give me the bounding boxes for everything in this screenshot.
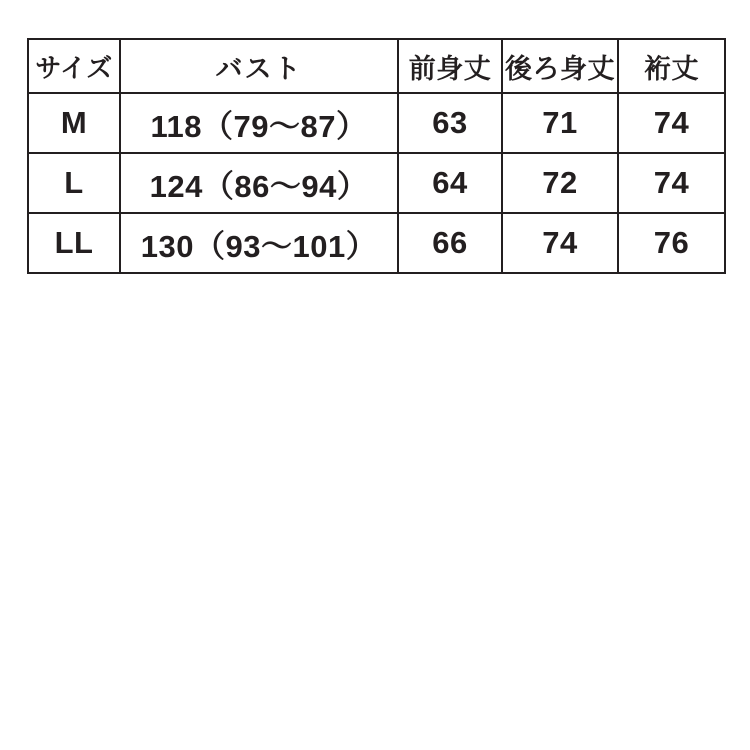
cell-bust: 118（79〜87） [120, 93, 398, 153]
table-body [28, 93, 725, 273]
cell-front-length: 64 [398, 153, 502, 213]
size-table [27, 38, 726, 274]
table-row [28, 213, 725, 273]
cell-back-length: 72 [502, 153, 618, 213]
cell-front-length: 63 [398, 93, 502, 153]
cell-back-length: 71 [502, 93, 618, 153]
cell-sleeve-length: 76 [618, 213, 725, 273]
cell-bust: 130（93〜101） [120, 213, 398, 273]
cell-size: LL [28, 213, 120, 273]
table-row [28, 153, 725, 213]
size-chart [27, 38, 724, 274]
cell-size: L [28, 153, 120, 213]
header-front-length: 前身丈 [398, 39, 502, 93]
cell-bust: 124（86〜94） [120, 153, 398, 213]
header-sleeve-length: 裄丈 [618, 39, 725, 93]
cell-size: M [28, 93, 120, 153]
table-header [28, 39, 725, 93]
cell-back-length: 74 [502, 213, 618, 273]
table-row [28, 93, 725, 153]
header-back-length: 後ろ身丈 [502, 39, 618, 93]
table-header-row [28, 39, 725, 93]
header-bust: バスト [120, 39, 398, 93]
cell-sleeve-length: 74 [618, 153, 725, 213]
header-size: サイズ [28, 39, 120, 93]
cell-front-length: 66 [398, 213, 502, 273]
cell-sleeve-length: 74 [618, 93, 725, 153]
